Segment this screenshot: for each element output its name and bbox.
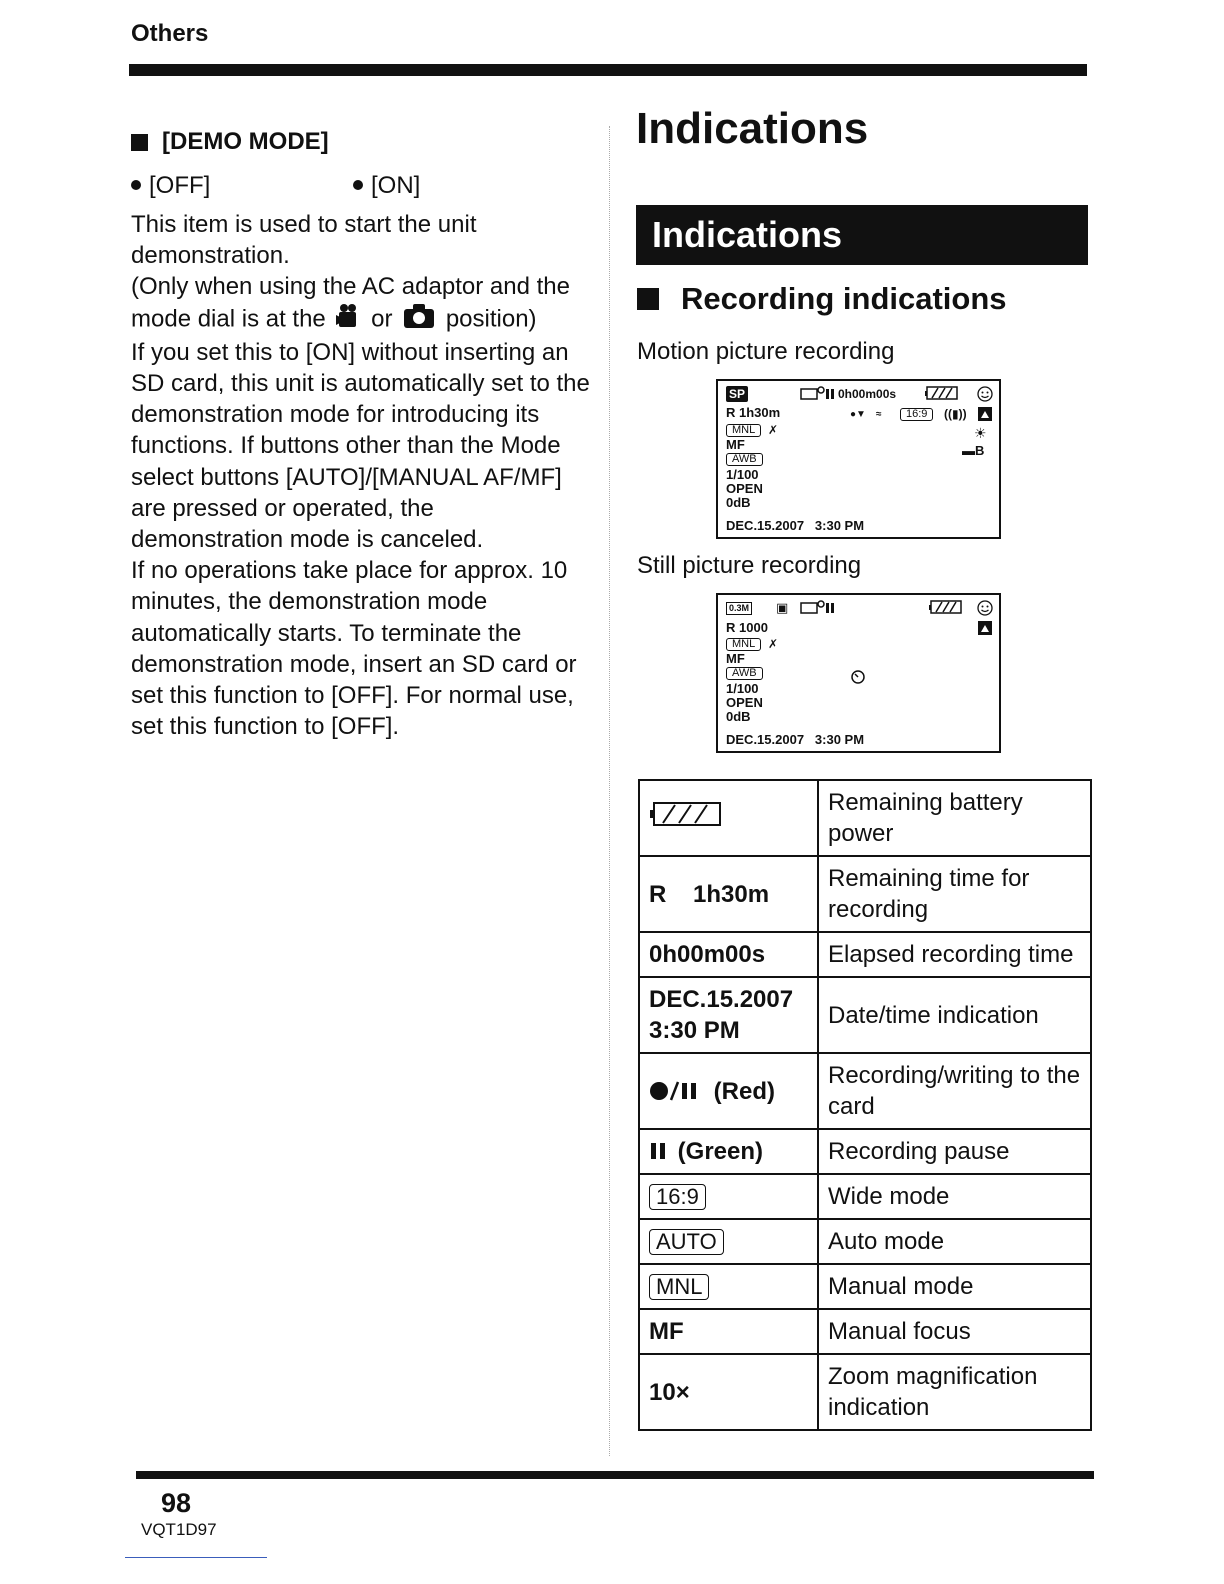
column-divider — [609, 126, 610, 1456]
focus-assist-icon: ✗ — [768, 423, 779, 437]
date-time-readout — [726, 519, 864, 533]
table-row — [639, 1053, 1091, 1129]
pause-color-label: (Green) — [677, 1138, 764, 1165]
auto-mode-box: AUTO — [649, 1229, 724, 1255]
wide-mode-box: 16:9 — [900, 408, 933, 421]
bullet-icon — [131, 180, 141, 190]
awb-box: AWB — [726, 667, 763, 680]
battery-icon — [928, 600, 962, 617]
demo-mode-heading-text: [DEMO MODE] — [162, 128, 329, 155]
option-off-label: [OFF] — [149, 172, 211, 199]
table-row — [639, 1174, 1091, 1219]
focus-assist-icon: ✗ — [768, 637, 779, 651]
manual-mode-box: MNL — [726, 638, 761, 651]
zoom-mic-icon: ●▼ — [850, 409, 866, 420]
pause-icon — [649, 1138, 678, 1165]
table-row — [639, 1219, 1091, 1264]
motion-picture-screen — [716, 379, 1001, 539]
manual-mode-box: MNL — [649, 1274, 709, 1300]
picture-size-icon: 0.3M — [726, 602, 752, 615]
backlight-icon — [977, 620, 993, 639]
iris-readout: OPEN — [726, 481, 763, 496]
table-cell: Auto mode — [818, 1219, 1091, 1264]
still-picture-screen — [716, 593, 1001, 753]
option-off — [131, 172, 210, 200]
footer-underline — [125, 1557, 267, 1558]
section-label: Others — [131, 20, 209, 47]
battery-symbol-cell — [639, 780, 818, 856]
table-cell: Manual mode — [818, 1264, 1091, 1309]
manual-mode-box: MNL — [726, 424, 761, 437]
image-stabilizer-icon: ((▮)) — [944, 407, 967, 421]
table-row — [639, 856, 1091, 932]
table-symbol-cell: R 1h30m — [639, 856, 818, 932]
demo-mode-heading — [131, 128, 329, 156]
indications-table — [638, 779, 1092, 1431]
option-on-label: [ON] — [371, 172, 421, 199]
table-cell: Manual focus — [818, 1309, 1091, 1354]
date-value: DEC.15.2007 — [726, 518, 805, 533]
elapsed-time-readout: 0h00m00s — [838, 387, 897, 401]
remaining-pictures-readout: R 1000 — [726, 620, 768, 635]
record-symbol-cell — [639, 1053, 818, 1129]
table-symbol-cell: 10× — [639, 1354, 818, 1430]
table-symbol-cell — [639, 1174, 818, 1219]
paragraph: This item is used to start the unit demonstration. — [131, 211, 477, 270]
still-picture-label: Still picture recording — [637, 552, 862, 579]
time-value: 3:30 PM — [814, 518, 865, 533]
video-camera-icon — [336, 303, 360, 337]
table-row — [639, 1129, 1091, 1174]
date-value: DEC.15.2007 — [726, 732, 805, 747]
smiley-icon — [977, 600, 993, 619]
shutter-speed-readout: 1/100 — [726, 467, 759, 482]
table-symbol-cell: MF — [639, 1309, 818, 1354]
sp-quality-icon: SP — [726, 386, 748, 402]
battery-icon — [924, 386, 958, 403]
page-title: Indications — [636, 104, 869, 153]
paragraph — [131, 271, 591, 336]
wide-mode-box: 16:9 — [649, 1184, 706, 1210]
square-bullet-icon — [637, 288, 659, 310]
card-pause-icon — [800, 600, 834, 617]
motion-picture-label: Motion picture recording — [637, 338, 895, 365]
table-row — [639, 780, 1091, 856]
recording-indications-heading — [637, 281, 1007, 317]
top-rule — [129, 64, 1087, 76]
page-number: 98 — [161, 1488, 192, 1518]
table-cell: Date/time indication — [818, 977, 1091, 1053]
zebra-icon: ▬B — [962, 443, 985, 458]
awb-box: AWB — [726, 453, 763, 466]
square-bullet-icon — [131, 134, 148, 151]
table-symbol-cell — [639, 1264, 818, 1309]
section-banner-text: Indications — [652, 214, 843, 255]
white-balance-icon: ☀ — [974, 425, 987, 441]
manual-focus-readout: MF — [726, 437, 745, 452]
self-timer-icon — [850, 669, 866, 688]
table-row — [639, 1354, 1091, 1430]
bottom-rule — [136, 1471, 1094, 1479]
shutter-speed-readout: 1/100 — [726, 681, 759, 696]
table-cell: Recording/writing to the card — [818, 1053, 1091, 1129]
remaining-time-readout: R 1h30m — [726, 405, 781, 420]
section-banner — [636, 205, 1088, 265]
backlight-icon — [977, 406, 993, 425]
pause-symbol-cell — [639, 1129, 818, 1174]
gain-readout: 0dB — [726, 495, 751, 510]
table-cell: Zoom magnification indication — [818, 1354, 1091, 1430]
table-symbol-cell — [639, 1219, 818, 1264]
paragraph-text: or — [371, 305, 393, 333]
recording-indications-heading-text: Recording indications — [681, 281, 1007, 316]
paragraph-text: position) — [445, 305, 537, 333]
time-value: 3:30 PM — [814, 732, 865, 747]
record-pause-icon — [649, 1078, 714, 1105]
paragraph: If you set this to [ON] without inserting an SD card, this unit is automatically set to the demonstration mode for introducing its functions. If buttons other than the Mode select buttons [AUTO]/[MANUAL AF/MF] are pressed or operated, the demonstration mode is canceled. — [131, 338, 590, 554]
quality-icon: ▣ — [776, 600, 789, 615]
table-symbol-cell: DEC.15.2007 3:30 PM — [639, 977, 818, 1053]
table-symbol-cell: 0h00m00s — [639, 932, 818, 977]
table-cell: Remaining battery power — [818, 780, 1091, 856]
table-row — [639, 1309, 1091, 1354]
battery-icon — [649, 806, 723, 833]
model-code: VQT1D97 — [141, 1520, 217, 1539]
table-row — [639, 932, 1091, 977]
wind-cut-icon: ≈ — [876, 409, 882, 420]
iris-readout: OPEN — [726, 695, 763, 710]
table-row — [639, 1264, 1091, 1309]
table-cell: Elapsed recording time — [818, 932, 1091, 977]
table-cell: Wide mode — [818, 1174, 1091, 1219]
paragraph-text: (Only when using the AC adaptor and the mode dial is at the — [131, 273, 570, 333]
manual-focus-readout: MF — [726, 651, 745, 666]
option-on — [353, 172, 420, 200]
bullet-icon — [353, 180, 363, 190]
demo-mode-description — [131, 209, 591, 742]
date-time-readout — [726, 733, 864, 747]
card-record-icon — [800, 386, 834, 403]
record-color-label: (Red) — [713, 1077, 775, 1105]
table-cell: Remaining time for recording — [818, 856, 1091, 932]
still-camera-icon — [403, 303, 435, 337]
paragraph: If no operations take place for approx. 10 minutes, the demonstration mode automatically starts. To terminate the demonstration mode, insert an SD card or set this function to [OFF]. For normal use, set this function to [OFF]. — [131, 557, 577, 741]
gain-readout: 0dB — [726, 709, 751, 724]
table-cell: Recording pause — [818, 1129, 1091, 1174]
smiley-icon — [977, 386, 993, 405]
table-row — [639, 977, 1091, 1053]
